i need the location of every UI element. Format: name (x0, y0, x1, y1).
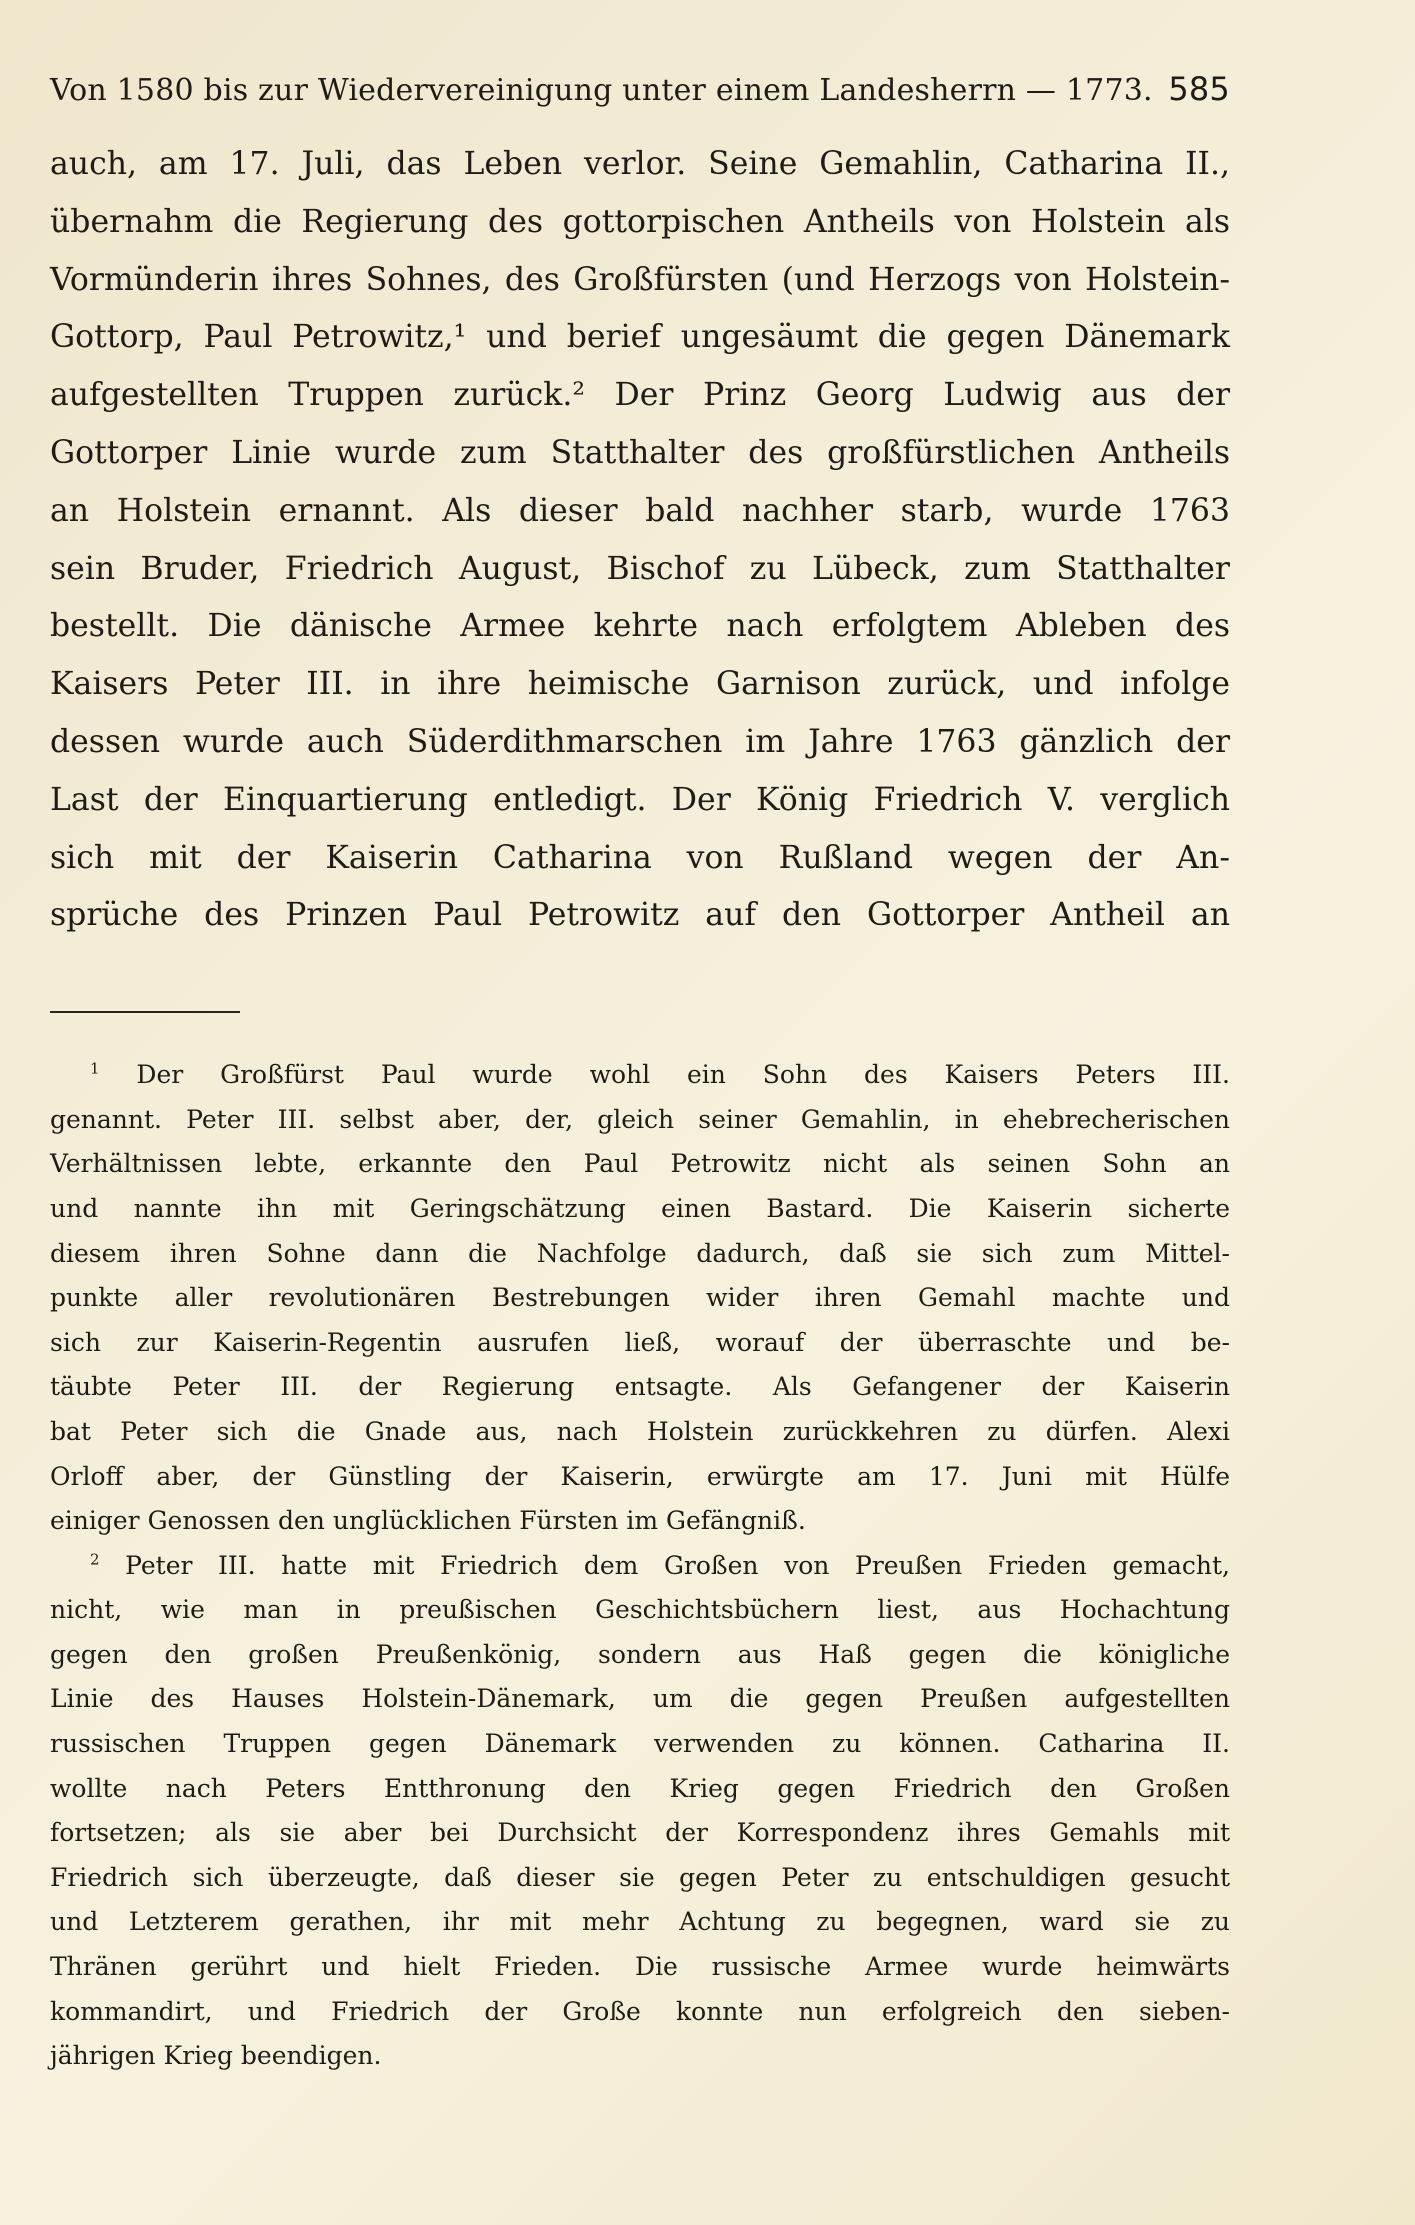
footnote-line: punkte aller revolutionären Bestrebungen wider ihren Gemahl machte und (50, 1283, 1230, 1313)
footnote-line: russischen Truppen gegen Dänemark verwenden zu können. Catharina II. (50, 1729, 1230, 1759)
footnote-line: Verhältnissen lebte, erkannte den Paul Petrowitz nicht als seinen Sohn an (50, 1149, 1230, 1179)
body-line: Kaisers Peter III. in ihre heimische Garnison zurück, und infolge (50, 666, 1230, 703)
footnote-line (50, 1544, 1230, 1589)
footnotes (50, 1053, 1230, 2079)
body-line: übernahm die Regierung des gottorpischen Antheils von Holstein als (50, 203, 1230, 240)
footnote-line: fortsetzen; als sie aber bei Durchsicht der Korrespondenz ihres Gemahls mit (50, 1818, 1230, 1848)
footnote-line: genannt. Peter III. selbst aber, der, gleich seiner Gemahlin, in ehebrecherischen (50, 1104, 1230, 1134)
footnote-line: und Letzterem gerathen, ihr mit mehr Achtung zu begegnen, ward sie zu (50, 1907, 1230, 1937)
footnote-line: täubte Peter III. der Regierung entsagte. Als Gefangener der Kaiserin (50, 1372, 1230, 1402)
running-header (50, 70, 1230, 108)
body-line: sich mit der Kaiserin Catharina von Rußland wegen der An- (50, 839, 1230, 876)
footnote-line: und nannte ihn mit Geringschätzung einen Bastard. Die Kaiserin sicherte (50, 1193, 1230, 1223)
body-line: Gottorper Linie wurde zum Statthalter des großfürstlichen Antheils (50, 434, 1230, 471)
body-line: dessen wurde auch Süderdithmarschen im Jahre 1763 gänzlich der (50, 723, 1230, 760)
footnote-line: diesem ihren Sohne dann die Nachfolge dadurch, daß sie sich zum Mittel- (50, 1238, 1230, 1268)
footnote-line: Linie des Hauses Holstein-Dänemark, um die gegen Preußen aufgestellten (50, 1684, 1230, 1714)
body-line: Gottorp, Paul Petrowitz,¹ und berief ungesäumt die gegen Dänemark (50, 319, 1230, 356)
footnote-line: gegen den großen Preußenkönig, sondern aus Haß gegen die königliche (50, 1639, 1230, 1669)
body-line: auch, am 17. Juli, das Leben verlor. Seine Gemahlin, Catharina II., (50, 146, 1230, 182)
body-line: Last der Einquartierung entledigt. Der König Friedrich V. verglich (50, 781, 1230, 818)
footnote-line: kommandirt, und Friedrich der Große konnte nun erfolgreich den sieben- (50, 1996, 1230, 2026)
footnote-line: Orloff aber, der Günstling der Kaiserin, erwürgte am 17. Juni mit Hülfe (50, 1461, 1230, 1491)
footnote-line: sich zur Kaiserin-Regentin ausrufen ließ, worauf der überraschte und be- (50, 1327, 1230, 1357)
footnote-text: Der Großfürst Paul wurde wohl ein Sohn des Kaisers Peters III. (99, 1060, 1230, 1090)
main-text (50, 136, 1230, 945)
footnote-text: Peter III. hatte mit Friedrich dem Großen von Preußen Frieden gemacht, (99, 1550, 1230, 1580)
body-line: sein Bruder, Friedrich August, Bischof zu Lübeck, zum Statthalter (50, 550, 1230, 587)
running-title: Von 1580 bis zur Wiedervereinigung unter einem Landesherrn — 1773. (50, 73, 1153, 108)
footnote-line: wollte nach Peters Entthronung den Krieg gegen Friedrich den Großen (50, 1773, 1230, 1803)
body-line: sprüche des Prinzen Paul Petrowitz auf den Gottorper Antheil an (50, 897, 1230, 934)
footnote-line: jährigen Krieg beendigen. (50, 2041, 382, 2071)
body-line: bestellt. Die dänische Armee kehrte nach erfolgtem Ableben des (50, 608, 1230, 645)
footnote-divider (50, 1011, 240, 1013)
body-line: aufgestellten Truppen zurück.² Der Prinz Georg Ludwig aus der (50, 377, 1230, 414)
page-number: 585 (1168, 70, 1230, 108)
book-page (50, 70, 1230, 2079)
footnote-line: einiger Genossen den unglücklichen Fürsten im Gefängniß. (50, 1506, 806, 1536)
footnote-line: bat Peter sich die Gnade aus, nach Holstein zurückkehren zu dürfen. Alexi (50, 1416, 1230, 1446)
footnote-line: nicht, wie man in preußischen Geschichtsbüchern liest, aus Hochachtung (50, 1595, 1230, 1625)
footnote-line (50, 1053, 1230, 1098)
body-line: an Holstein ernannt. Als dieser bald nachher starb, wurde 1763 (50, 492, 1230, 529)
footnote-marker: 2 (90, 1550, 100, 1569)
footnote-marker: 1 (90, 1059, 100, 1078)
footnote-line: Thränen gerührt und hielt Frieden. Die russische Armee wurde heimwärts (50, 1952, 1230, 1982)
body-line: Vormünderin ihres Sohnes, des Großfürsten (und Herzogs von Holstein- (50, 261, 1230, 298)
footnote-line: Friedrich sich überzeugte, daß dieser sie gegen Peter zu entschuldigen gesucht (50, 1862, 1230, 1892)
